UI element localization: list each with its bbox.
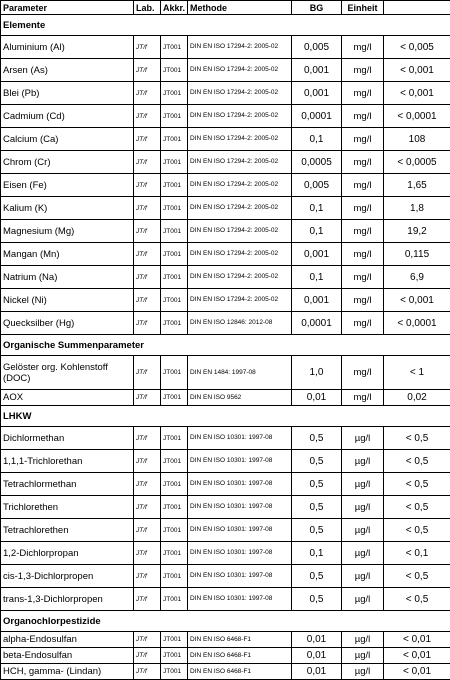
table-row [1,390,450,406]
table-header-row [1,1,450,15]
lab-cell: JT/f [134,450,161,473]
table-row [1,82,450,105]
table-row [1,648,450,664]
lab-cell: JT/f [134,632,161,648]
lab-cell: JT/f [134,36,161,59]
unit-cell: mg/l [342,390,384,406]
bg-cell: 0,1 [292,542,342,565]
result-cell: < 0,001 [384,82,450,105]
bg-cell: 0,5 [292,588,342,611]
bg-cell: 0,1 [292,197,342,220]
table-row [1,664,450,680]
section-header-row [1,611,450,632]
method-cell: DIN EN ISO 10301: 1997-08 [188,588,292,611]
method-cell: DIN EN ISO 17294-2: 2005-02 [188,128,292,151]
bg-cell: 0,5 [292,473,342,496]
parameter-cell: AOX [1,390,134,406]
parameter-cell: Blei (Pb) [1,82,134,105]
lab-cell: JT/f [134,151,161,174]
table-row [1,312,450,335]
akkr-cell: JT001 [161,450,188,473]
akkr-cell: JT001 [161,266,188,289]
method-cell: DIN EN ISO 10301: 1997-08 [188,450,292,473]
lab-cell: JT/f [134,542,161,565]
result-cell: < 0,001 [384,289,450,312]
result-cell: < 0,5 [384,427,450,450]
lab-cell: JT/f [134,496,161,519]
method-cell: DIN EN ISO 17294-2: 2005-02 [188,105,292,128]
bg-cell: 0,5 [292,565,342,588]
unit-cell: µg/l [342,473,384,496]
header-bg: BG [292,1,342,15]
header-akkr: Akkr. [161,1,188,15]
akkr-cell: JT001 [161,220,188,243]
parameter-cell: 1,1,1-Trichlorethan [1,450,134,473]
bg-cell: 0,5 [292,519,342,542]
result-cell: 19,2 [384,220,450,243]
lab-cell: JT/f [134,648,161,664]
parameter-cell: Tetrachlormethan [1,473,134,496]
bg-cell: 0,1 [292,220,342,243]
lab-cell: JT/f [134,289,161,312]
akkr-cell: JT001 [161,496,188,519]
result-cell: < 0,5 [384,519,450,542]
unit-cell: mg/l [342,59,384,82]
method-cell: DIN EN ISO 6468-F1 [188,648,292,664]
method-cell: DIN EN ISO 10301: 1997-08 [188,427,292,450]
unit-cell: mg/l [342,128,384,151]
lab-cell: JT/f [134,427,161,450]
method-cell: DIN EN ISO 10301: 1997-08 [188,473,292,496]
bg-cell: 0,0001 [292,312,342,335]
parameter-cell: Arsen (As) [1,59,134,82]
akkr-cell: JT001 [161,289,188,312]
akkr-cell: JT001 [161,356,188,390]
result-cell: < 0,0001 [384,312,450,335]
akkr-cell: JT001 [161,519,188,542]
unit-cell: mg/l [342,82,384,105]
method-cell: DIN EN ISO 6468-F1 [188,632,292,648]
result-cell: 108 [384,128,450,151]
method-cell: DIN EN ISO 17294-2: 2005-02 [188,220,292,243]
unit-cell: mg/l [342,312,384,335]
akkr-cell: JT001 [161,82,188,105]
result-cell: < 0,01 [384,664,450,680]
header-einheit: Einheit [342,1,384,15]
bg-cell: 0,001 [292,82,342,105]
section-title: Organische Summenparameter [1,335,450,356]
header-parameter: Parameter [1,1,134,15]
lab-cell: JT/f [134,128,161,151]
parameter-cell: Dichlormethan [1,427,134,450]
parameter-cell: Gelöster org. Kohlenstoff (DOC) [1,356,134,390]
section-header-row [1,15,450,36]
akkr-cell: JT001 [161,105,188,128]
method-cell: DIN EN ISO 9562 [188,390,292,406]
method-cell: DIN EN 1484: 1997-08 [188,356,292,390]
unit-cell: mg/l [342,105,384,128]
table-row [1,105,450,128]
unit-cell: µg/l [342,588,384,611]
result-cell: 1,65 [384,174,450,197]
unit-cell: µg/l [342,632,384,648]
result-cell: < 0,5 [384,496,450,519]
table-row [1,128,450,151]
parameter-cell: HCH, gamma- (Lindan) [1,664,134,680]
bg-cell: 0,005 [292,36,342,59]
parameter-cell: Kalium (K) [1,197,134,220]
bg-cell: 0,0005 [292,151,342,174]
akkr-cell: JT001 [161,151,188,174]
method-cell: DIN EN ISO 10301: 1997-08 [188,565,292,588]
unit-cell: µg/l [342,519,384,542]
method-cell: DIN EN ISO 17294-2: 2005-02 [188,59,292,82]
akkr-cell: JT001 [161,565,188,588]
unit-cell: µg/l [342,496,384,519]
method-cell: DIN EN ISO 17294-2: 2005-02 [188,82,292,105]
result-cell: < 0,01 [384,632,450,648]
unit-cell: µg/l [342,427,384,450]
parameter-cell: Trichlorethen [1,496,134,519]
table-row [1,36,450,59]
unit-cell: µg/l [342,664,384,680]
parameter-cell: Aluminium (Al) [1,36,134,59]
result-cell: < 0,5 [384,450,450,473]
lab-cell: JT/f [134,105,161,128]
bg-cell: 0,001 [292,243,342,266]
bg-cell: 0,0001 [292,105,342,128]
table-row [1,197,450,220]
method-cell: DIN EN ISO 6468-F1 [188,664,292,680]
parameter-cell: Nickel (Ni) [1,289,134,312]
result-cell: < 0,001 [384,59,450,82]
bg-cell: 0,01 [292,632,342,648]
method-cell: DIN EN ISO 10301: 1997-08 [188,496,292,519]
method-cell: DIN EN ISO 17294-2: 2005-02 [188,174,292,197]
section-title: Elemente [1,15,450,36]
table-row [1,565,450,588]
parameter-cell: Natrium (Na) [1,266,134,289]
result-cell: < 1 [384,356,450,390]
akkr-cell: JT001 [161,243,188,266]
lab-cell: JT/f [134,312,161,335]
akkr-cell: JT001 [161,588,188,611]
lab-cell: JT/f [134,519,161,542]
method-cell: DIN EN ISO 12846: 2012-08 [188,312,292,335]
method-cell: DIN EN ISO 10301: 1997-08 [188,542,292,565]
section-title: Organochlorpestizide [1,611,450,632]
akkr-cell: JT001 [161,36,188,59]
bg-cell: 0,01 [292,390,342,406]
bg-cell: 0,5 [292,450,342,473]
bg-cell: 0,1 [292,266,342,289]
method-cell: DIN EN ISO 17294-2: 2005-02 [188,243,292,266]
result-cell: 0,02 [384,390,450,406]
lab-cell: JT/f [134,390,161,406]
result-cell: < 0,005 [384,36,450,59]
lab-cell: JT/f [134,266,161,289]
method-cell: DIN EN ISO 10301: 1997-08 [188,519,292,542]
akkr-cell: JT001 [161,648,188,664]
unit-cell: mg/l [342,356,384,390]
unit-cell: µg/l [342,648,384,664]
table-row [1,542,450,565]
table-row [1,243,450,266]
table-row [1,427,450,450]
parameter-cell: Calcium (Ca) [1,128,134,151]
lab-cell: JT/f [134,588,161,611]
lab-cell: JT/f [134,220,161,243]
unit-cell: mg/l [342,151,384,174]
unit-cell: mg/l [342,197,384,220]
result-cell: 1,8 [384,197,450,220]
unit-cell: mg/l [342,174,384,197]
parameter-cell: Eisen (Fe) [1,174,134,197]
akkr-cell: JT001 [161,128,188,151]
lab-cell: JT/f [134,243,161,266]
bg-cell: 0,1 [292,128,342,151]
table-row [1,266,450,289]
unit-cell: mg/l [342,289,384,312]
lab-cell: JT/f [134,82,161,105]
parameter-cell: trans-1,3-Dichlorpropen [1,588,134,611]
table-row [1,59,450,82]
section-header-row [1,406,450,427]
akkr-cell: JT001 [161,174,188,197]
table-row [1,496,450,519]
table-row [1,289,450,312]
table-row [1,151,450,174]
method-cell: DIN EN ISO 17294-2: 2005-02 [188,197,292,220]
parameter-cell: 1,2-Dichlorpropan [1,542,134,565]
akkr-cell: JT001 [161,427,188,450]
result-cell: < 0,5 [384,588,450,611]
akkr-cell: JT001 [161,542,188,565]
result-cell: < 0,0001 [384,105,450,128]
akkr-cell: JT001 [161,473,188,496]
result-cell: < 0,01 [384,648,450,664]
lab-cell: JT/f [134,664,161,680]
lab-cell: JT/f [134,565,161,588]
bg-cell: 0,01 [292,664,342,680]
table-row [1,174,450,197]
akkr-cell: JT001 [161,59,188,82]
lab-cell: JT/f [134,473,161,496]
bg-cell: 0,001 [292,59,342,82]
table-row [1,588,450,611]
parameter-cell: Cadmium (Cd) [1,105,134,128]
unit-cell: µg/l [342,565,384,588]
parameter-cell: Tetrachlorethen [1,519,134,542]
result-cell: 0,115 [384,243,450,266]
table-row [1,450,450,473]
parameter-cell: alpha-Endosulfan [1,632,134,648]
bg-cell: 0,005 [292,174,342,197]
method-cell: DIN EN ISO 17294-2: 2005-02 [188,289,292,312]
bg-cell: 0,001 [292,289,342,312]
lab-cell: JT/f [134,197,161,220]
lab-cell: JT/f [134,59,161,82]
bg-cell: 0,5 [292,496,342,519]
header-result [384,1,450,15]
header-methode: Methode [188,1,292,15]
table-row [1,473,450,496]
section-title: LHKW [1,406,450,427]
bg-cell: 0,5 [292,427,342,450]
unit-cell: µg/l [342,542,384,565]
bg-cell: 1,0 [292,356,342,390]
table-row [1,519,450,542]
method-cell: DIN EN ISO 17294-2: 2005-02 [188,151,292,174]
section-header-row [1,335,450,356]
parameter-cell: Magnesium (Mg) [1,220,134,243]
result-cell: < 0,5 [384,473,450,496]
unit-cell: mg/l [342,266,384,289]
parameter-cell: beta-Endosulfan [1,648,134,664]
result-cell: 6,9 [384,266,450,289]
table-row [1,356,450,390]
lab-cell: JT/f [134,174,161,197]
parameter-cell: cis-1,3-Dichlorpropen [1,565,134,588]
parameter-cell: Chrom (Cr) [1,151,134,174]
unit-cell: mg/l [342,36,384,59]
bg-cell: 0,01 [292,648,342,664]
akkr-cell: JT001 [161,197,188,220]
unit-cell: mg/l [342,243,384,266]
result-cell: < 0,1 [384,542,450,565]
table-body [1,15,450,680]
table-row [1,220,450,243]
lab-cell: JT/f [134,356,161,390]
unit-cell: µg/l [342,450,384,473]
header-lab: Lab. [134,1,161,15]
method-cell: DIN EN ISO 17294-2: 2005-02 [188,266,292,289]
result-cell: < 0,0005 [384,151,450,174]
akkr-cell: JT001 [161,632,188,648]
akkr-cell: JT001 [161,664,188,680]
akkr-cell: JT001 [161,312,188,335]
unit-cell: mg/l [342,220,384,243]
result-cell: < 0,5 [384,565,450,588]
parameter-cell: Mangan (Mn) [1,243,134,266]
method-cell: DIN EN ISO 17294-2: 2005-02 [188,36,292,59]
parameter-cell: Quecksilber (Hg) [1,312,134,335]
akkr-cell: JT001 [161,390,188,406]
